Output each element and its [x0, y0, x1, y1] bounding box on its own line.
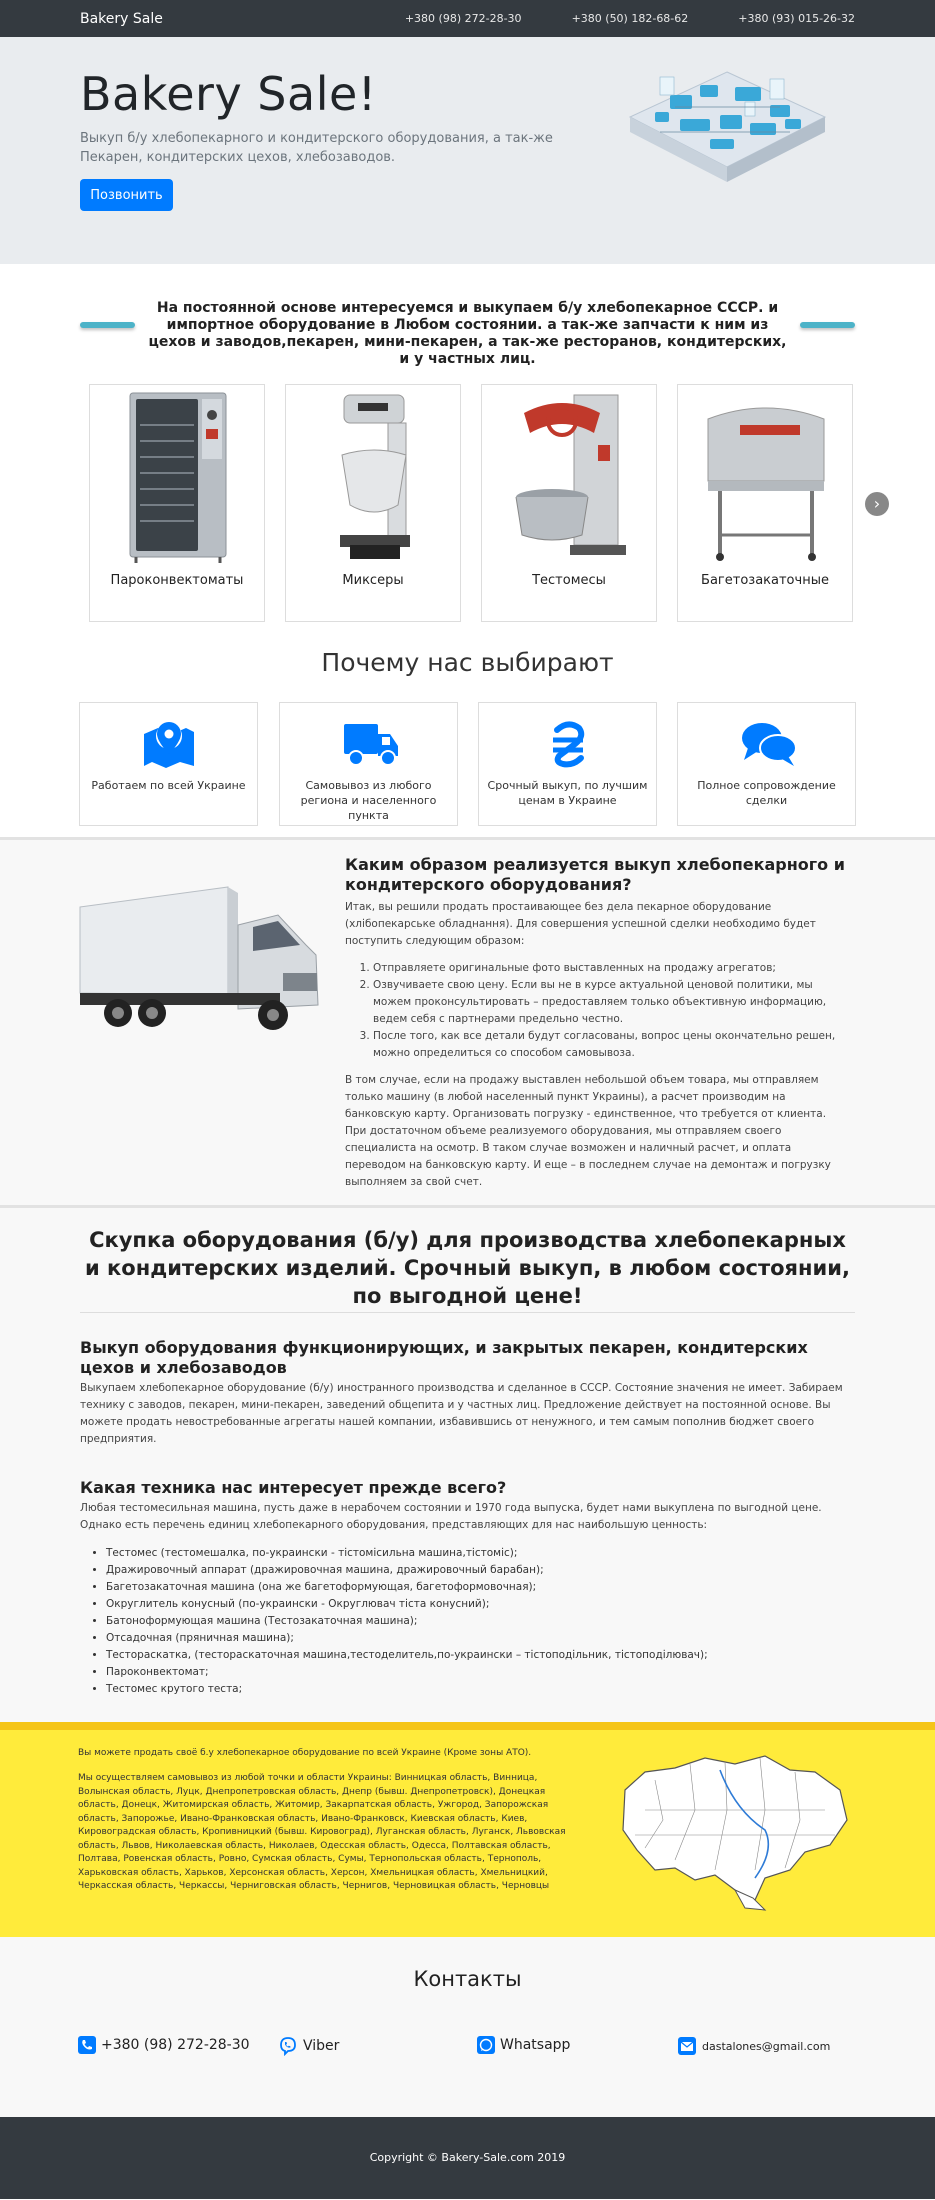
why-label: Полное сопровождение сделки [697, 779, 836, 807]
list-item: • Округлитель конусный (по-украински - Округлювач тіста конусний); [106, 1596, 846, 1613]
why-section [0, 697, 935, 837]
regions-note: Вы можете продать своё б.у хлебопекарное оборудование по всей Украине (Кроме зоны АТО). [78, 1748, 532, 1758]
contact-viber[interactable] [278, 2036, 339, 2056]
brand-link[interactable]: Bakery Sale [80, 10, 163, 27]
product-label: Пароконвектоматы [110, 573, 244, 588]
list-item: • Тестораскатка, (тестораскаточная машина,тестоделитель,по-украински – тістоподільник, тістоподілювач); [106, 1647, 846, 1664]
product-card-dough-mixer[interactable] [481, 384, 657, 622]
combi-oven-image [102, 385, 254, 565]
viber-icon [278, 2036, 298, 2056]
ukraine-map-image [615, 1750, 855, 1925]
product-label: Багетозакаточные [701, 573, 829, 588]
list-item: • Батоноформующая машина (Тестозакаточная машина); [106, 1613, 846, 1630]
factory-illustration [620, 57, 835, 207]
phone-list [355, 12, 855, 25]
buy-section [0, 1205, 935, 1722]
buy-subtitle-1: Выкуп оборудования функционирующих, и закрытых пекарен, кондитерских цехов и хлебозаводов [80, 1338, 808, 1377]
product-card-combi-oven[interactable] [89, 384, 265, 622]
how-section [0, 837, 935, 1205]
why-card-urgent [478, 702, 657, 826]
buy-paragraph-1: Выкупаем хлебопекарное оборудование (б/у) иностранного производства и сделанное в СССР. Состояние значения не имеет. Забираем технику с заводов, пекарен, мини-пекарен, заведений общепита и у частных лиц. Предложение действует на постоянной основе. Вы можете продать невостребованные агрегаты нашей компании, избавившись от ненужного, и тем самым пополнив бюджет своего предприятия. [80, 1382, 843, 1445]
contact-viber-text: Viber [303, 2038, 340, 2054]
navbar [0, 0, 935, 37]
divider [80, 1312, 855, 1313]
contacts-section [0, 1937, 935, 2117]
product-card-baguette-moulder[interactable] [677, 384, 853, 622]
products-carousel [0, 374, 935, 622]
contact-email-text: dastalones@gmail.com [702, 2039, 831, 2053]
mixer-image [298, 385, 450, 565]
buy-subtitle-2: Какая техника нас интересует прежде всего? [80, 1478, 507, 1497]
why-card-ukraine [79, 702, 258, 826]
contact-email[interactable] [677, 2036, 830, 2056]
hero-jumbotron [0, 37, 935, 264]
list-item: • Тестомес (тестомешалка, по-украински - тістомісильна машина,тістоміс); [106, 1545, 846, 1562]
how-text-block [345, 855, 845, 1191]
why-label: Самовывоз из любого региона и населенного пункта [300, 779, 437, 822]
phone-link-3[interactable]: +380 (93) 015-26-32 [738, 12, 855, 25]
why-label: Срочный выкуп, по лучшим ценам в Украине [487, 779, 648, 807]
whatsapp-icon [477, 2036, 495, 2054]
baguette-moulder-image [690, 385, 842, 565]
why-card-support [677, 702, 856, 826]
carousel-next-button[interactable]: › [865, 492, 889, 516]
how-step: 3. После того, как все детали будут согласованы, вопрос цены окончательно решен, можно определиться со способом самовывоза. [373, 1028, 845, 1062]
product-label: Миксеры [342, 573, 404, 588]
list-item: • Дражировочный аппарат (дражировочная машина, дражировочный барабан); [106, 1562, 846, 1579]
decor-bar-left [80, 322, 135, 328]
contact-phone-text: +380 (98) 272-28-30 [101, 2037, 250, 2053]
chat-bubbles-icon [740, 718, 798, 770]
regions-text: Мы осуществляем самовывоз из любой точки и области Украины: Винницкая область, Винница, Волынская область, Луцк, Днепропетровская область, Днепр (бывш. Днепропетровск), Донецкая область, Донецк, Житомирская область, Житомир, Закарпатская область, Ужгород, Запорожская область, Запорожье, Ивано-Франковская область, Ивано-Франковск, Киевская область, Киев, Кировоградская область, Кропивницкий (бывш. Кировоград), Луганская область, Луганск, Львовская область, Львов, Николаевская область, Николаев, Одесская область, Одесса, Полтавская область, Полтава, Ровенская область, Ровно, Сумская область, Сумы, Тернопольская область, Тернополь, Харьковская область, Харьков, Херсонская область, Херсон, Хмельницкая область, Хмельницкий, Черкасская область, Черкассы, Черниговская область, Чернигов, Черновицкая область, Черновцы [78, 1773, 566, 1891]
how-title: Каким образом реализуется выкуп хлебопекарного и кондитерского оборудования? [345, 855, 845, 894]
dough-mixer-image [494, 385, 646, 565]
list-item: • Пароконвектомат; [106, 1664, 846, 1681]
list-item: • Отсадочная (пряничная машина); [106, 1630, 846, 1647]
phone-link-1[interactable]: +380 (98) 272-28-30 [404, 12, 522, 25]
map-pin-icon [142, 718, 196, 770]
why-title: Почему нас выбирают [321, 648, 614, 677]
product-card-mixer[interactable] [285, 384, 461, 622]
buy-paragraph-2: Любая тестомесильная машина, пусть даже в нерабочем состоянии и 1970 года выпуска, будет нами выкуплена по выгодной цене. Однако есть перечень единиц хлебопекарного оборудования, представляющих для нас наибольшую ценность: [80, 1502, 822, 1531]
contacts-title: Контакты [413, 1967, 522, 1991]
intro-heading: На постоянной основе интересуемся и выкупаем б/у хлебопекарное СССР. и импортное оборудование в Любом состоянии. а так-же запчасти к ним из цехов и заводов,пекарен, мини-пекарен, а так-же ресторанов, кондитерских, и у частных лиц. [148, 300, 787, 367]
list-item: • Багетозакаточная машина (она же багетоформующая, багетоформовочная); [106, 1579, 846, 1596]
regions-section [0, 1722, 935, 1937]
how-intro: Итак, вы решили продать простаивающее без дела пекарное оборудование (хлібопекарське обладнання). Для совершения успешной сделки необходимо будет поступить следующим образом: [345, 901, 816, 947]
contact-whatsapp[interactable] [477, 2036, 570, 2054]
contact-whatsapp-text: Whatsapp [500, 2037, 571, 2053]
phone-link-2[interactable]: +380 (50) 182-68-62 [571, 12, 689, 25]
intro-section [0, 264, 935, 374]
why-label: Работаем по всей Украине [91, 779, 246, 792]
why-card-pickup [279, 702, 458, 826]
list-item: • Тестомес крутого теста; [106, 1681, 846, 1698]
footer [0, 2117, 935, 2199]
truck-icon [342, 718, 400, 770]
product-label: Тестомесы [532, 573, 606, 588]
decor-bar-right [800, 322, 855, 328]
equipment-list [106, 1545, 846, 1698]
contact-phone[interactable] [78, 2036, 250, 2054]
hryvnia-icon [541, 718, 595, 770]
hero-title: Bakery Sale! [80, 67, 377, 121]
buy-title: Скупка оборудования (б/у) для производства хлебопекарных и кондитерских изделий. Срочный выкуп, в любом состоянии, по выгодной цене! [85, 1228, 850, 1308]
call-button[interactable]: Позвонить [80, 179, 173, 211]
how-steps [373, 960, 845, 1062]
hero-subtitle: Выкуп б/у хлебопекарного и кондитерского оборудования, а так-же Пекарен, кондитерских цехов, хлебозаводов. [80, 131, 553, 165]
how-outro: В том случае, если на продажу выставлен небольшой объем товара, мы отправляем только машину (в любой населенный пункт Украины), а расчет производим на банковскую карту. Организовать погрузку - единственное, что требуется от клиента. При достаточном объеме реализуемого оборудования, мы отправляем своего специалиста на осмотр. В таком случае возможен и наличный расчет, и оплата переводом на банковскую карту. И еще – в последнем случае на демонтаж и погрузку выполняем за свой счет. [345, 1074, 831, 1188]
how-step: 2. Озвучиваете свою цену. Если вы не в курсе актуальной ценовой политики, мы можем проконсультировать – предоставляем только объективную информацию, ведем себя с партнерами предельно честно. [373, 977, 845, 1028]
copyright-text: Copyright © Bakery-Sale.com 2019 [369, 2151, 566, 2164]
envelope-icon [677, 2036, 697, 2056]
phone-icon [78, 2036, 96, 2054]
truck-photo [78, 885, 323, 1040]
how-step: 1. Отправляете оригинальные фото выставленных на продажу агрегатов; [373, 960, 845, 977]
